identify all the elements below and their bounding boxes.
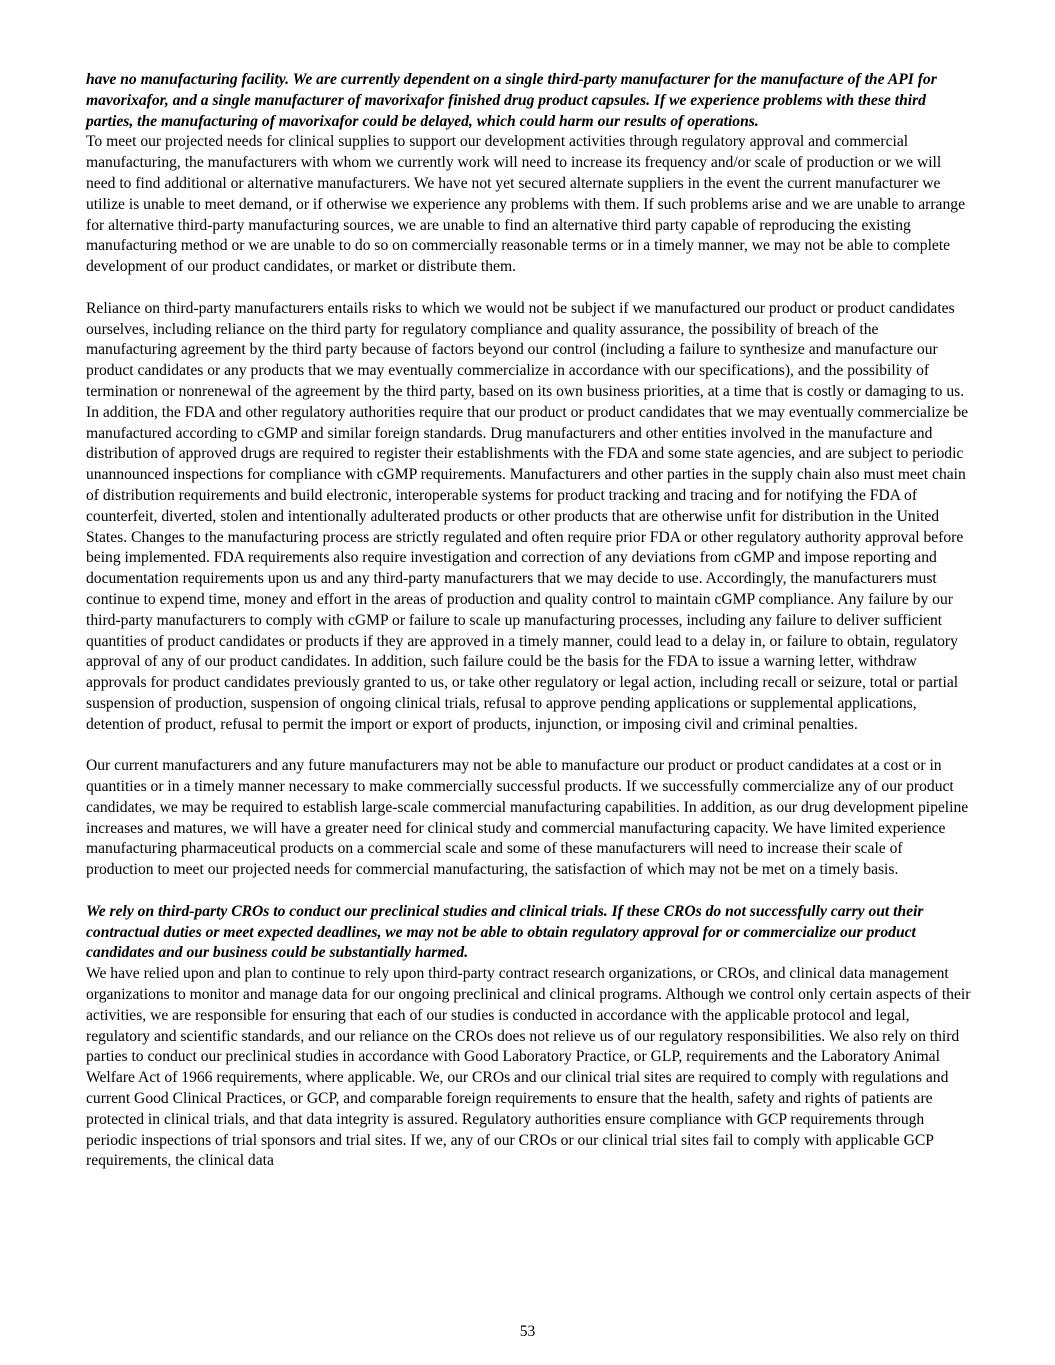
page-number: 53 [519, 1323, 536, 1340]
paragraph-spacer [86, 278, 972, 299]
section-heading-cros: We rely on third-party CROs to conduct our preclinical studies and clinical trials. If these CROs do not successfully carry out their contractual duties or meet expected deadlines, we may not be able to obtain regulatory approval for or commercialize our product candidates and our business could be substantially harmed. [86, 902, 924, 962]
paragraph-cro-reliance: We have relied upon and plan to continue to rely upon third-party contract research organizations, or CROs, and clinical data management organizations to monitor and manage data for our ongoing preclinical and clinical programs. Although we control only certain aspects of their activities, we are responsible for ensuring that each of our studies is conducted in accordance with the applicable protocol and legal, regulatory and scientific standards, and our reliance on the CROs does not relieve us of our regulatory responsibilities. We also rely on third parties to conduct our preclinical studies in accordance with Good Laboratory Practice, or GLP, requirements and the Laboratory Animal Welfare Act of 1966 requirements, where applicable. We, our CROs and our clinical trial sites are required to comply with regulations and current Good Clinical Practices, or GCP, and comparable foreign requirements to ensure that the health, safety and rights of patients are protected in clinical trials, and that data integrity is assured. Regulatory authorities ensure compliance with GCP requirements through periodic inspections of trial sponsors and trial sites. If we, any of our CROs or our clinical trial sites fail to comply with applicable GCP requirements, the clinical data [86, 965, 971, 1170]
paragraph-spacer [86, 881, 972, 902]
document-body [86, 70, 972, 1172]
paragraph-manufacturing-capacity: Our current manufacturers and any future manufacturers may not be able to manufacture our product or product candidates at a cost or in quantities or in a timely manner necessary to make commercially successful products. If we successfully commercialize any of our product candidates, we may be required to establish large-scale commercial manufacturing capabilities. In addition, as our drug development pipeline increases and matures, we will have a greater need for clinical study and commercial manufacturing capacity. We have limited experience manufacturing pharmaceutical products on a commercial scale and some of these manufacturers will need to increase their scale of production to meet our projected needs for commercial manufacturing, the satisfaction of which may not be met on a timely basis. [86, 757, 969, 879]
paragraph-spacer [86, 736, 972, 757]
section-heading-manufacturing: have no manufacturing facility. We are currently dependent on a single third-party manufacturer for the manufacture of the API for mavorixafor, and a single manufacturer of mavorixafor finished drug product capsules. If we experience problems with these third parties, the manufacturing of mavorixafor could be delayed, which could harm our results of operations. [86, 71, 937, 130]
paragraph-reliance-risks: Reliance on third-party manufacturers entails risks to which we would not be subject if we manufactured our product or product candidates ourselves, including reliance on the third party for regulatory compliance and quality assurance, the possibility of breach of the manufacturing agreement by the third party because of factors beyond our control (including a failure to synthesize and manufacture our product candidates or any products that we may eventually commercialize in accordance with our specifications), and the possibility of termination or nonrenewal of the agreement by the third party, based on its own business priorities, at a time that is costly or damaging to us. In addition, the FDA and other regulatory authorities require that our product or product candidates that we may eventually commercialize be manufactured according to cGMP and similar foreign standards. Drug manufacturers and other entities involved in the manufacture and distribution of approved drugs are required to register their establishments with the FDA and some state agencies, and are subject to periodic unannounced inspections for compliance with cGMP requirements. Manufacturers and other parties in the supply chain also must meet chain of distribution requirements and build electronic, interoperable systems for product tracking and tracing and for notifying the FDA of counterfeit, diverted, stolen and intentionally adulterated products or other products that are otherwise unfit for distribution in the United States. Changes to the manufacturing process are strictly regulated and often require prior FDA or other regulatory authority approval before being implemented. FDA requirements also require investigation and correction of any deviations from cGMP and impose reporting and documentation requirements upon us and any third-party manufacturers that we may decide to use. Accordingly, the manufacturers must continue to expend time, money and effort in the areas of production and quality control to maintain cGMP compliance. Any failure by our third-party manufacturers to comply with cGMP or failure to scale up manufacturing processes, including any failure to deliver sufficient quantities of product candidates or products if they are approved in a timely manner, could lead to a delay in, or failure to obtain, regulatory approval of any of our product candidates. In addition, such failure could be the basis for the FDA to issue a warning letter, withdraw approvals for product candidates previously granted to us, or take other regulatory or legal action, including recall or seizure, total or partial suspension of production, suspension of ongoing clinical trials, refusal to approve pending applications or supplemental applications, detention of product, refusal to permit the import or export of products, injunction, or imposing civil and criminal penalties. [86, 299, 969, 733]
paragraph-clinical-supplies: To meet our projected needs for clinical supplies to support our development activities through regulatory approval and commercial manufacturing, the manufacturers with whom we currently work will need to increase its frequency and/or scale of production or we will need to find additional or alternative manufacturers. We have not yet secured alternate suppliers in the event the current manufacturer we utilize is unable to meet demand, or if otherwise we experience any problems with them. If such problems arise and we are unable to arrange for alternative third-party manufacturing sources, we are unable to find an alternative third party capable of reproducing the existing manufacturing method or we are unable to do so on commercially reasonable terms or in a timely manner, we may not be able to complete development of our product candidates, or market or distribute them. [86, 133, 965, 276]
